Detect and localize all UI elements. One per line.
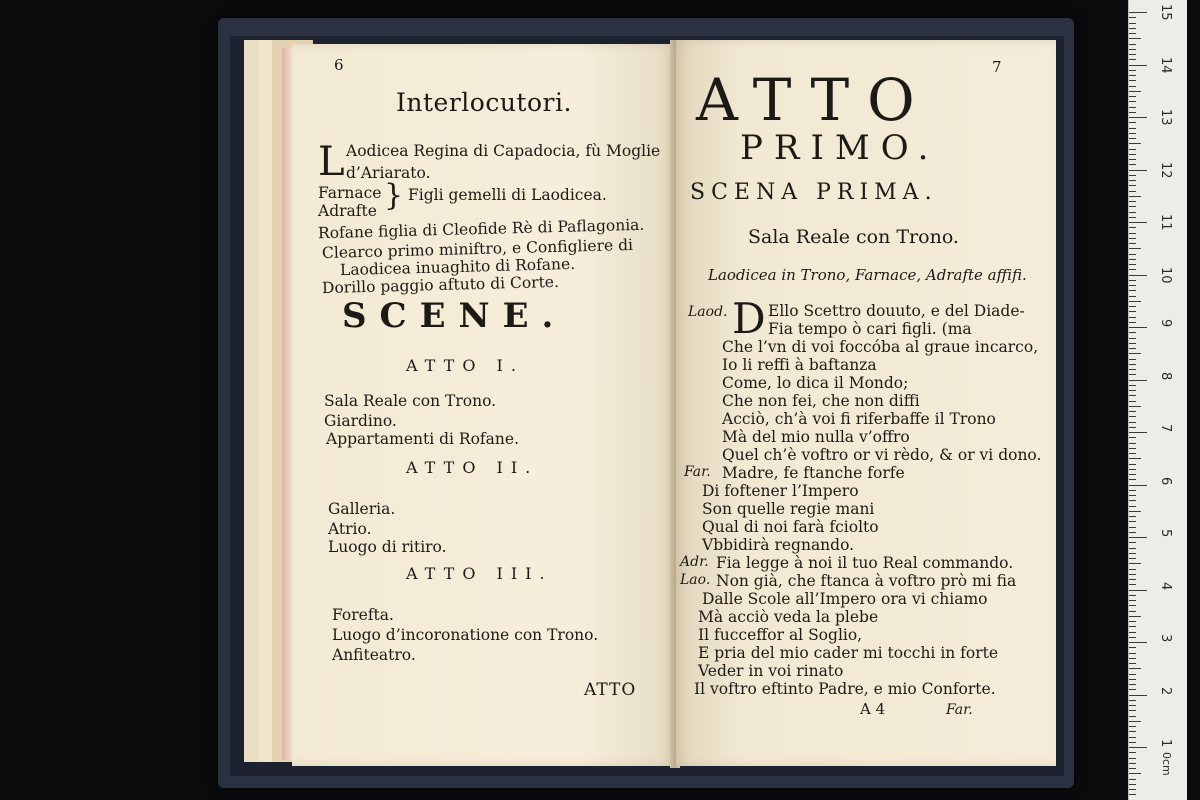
ruler-tick <box>1129 474 1136 475</box>
verse-line: Non già, che ftanca à voftro prò mi fia <box>716 572 1017 590</box>
ruler-tick <box>1129 306 1136 307</box>
ruler-tick <box>1129 406 1141 407</box>
ruler-tick <box>1129 773 1141 774</box>
ruler-tick <box>1129 590 1147 591</box>
ruler-tick <box>1129 668 1141 669</box>
ruler-tick <box>1129 453 1136 454</box>
ruler-tick <box>1129 343 1136 344</box>
ruler-tick <box>1129 700 1136 701</box>
ruler-tick <box>1129 616 1141 617</box>
ruler-number: 11 <box>1158 214 1173 231</box>
scene-setting: Sala Reale con Trono. <box>324 392 497 410</box>
ruler-tick <box>1129 369 1136 370</box>
ruler-tick <box>1129 380 1147 381</box>
ruler-number: 5 <box>1158 529 1173 538</box>
ruler-tick <box>1129 238 1136 239</box>
page-edge-stain <box>282 48 292 760</box>
scene-setting: Anfiteatro. <box>332 646 416 664</box>
ruler-tick <box>1129 490 1136 491</box>
ruler-tick <box>1129 721 1141 722</box>
act-heading: ATTO III. <box>406 564 553 583</box>
verse-line: Son quelle regie mani <box>702 500 875 518</box>
ruler-tick <box>1129 600 1136 601</box>
ruler-tick <box>1129 527 1136 528</box>
ruler-tick <box>1129 495 1136 496</box>
ruler-tick <box>1129 574 1136 575</box>
ruler-tick <box>1129 521 1136 522</box>
ruler-number: 7 <box>1158 424 1173 433</box>
speaker-label: Laod. <box>688 304 728 320</box>
ruler-tick <box>1129 222 1147 223</box>
ruler-tick <box>1129 658 1136 659</box>
ruler-tick <box>1129 558 1136 559</box>
scene-setting: Appartamenti di Rofane. <box>326 430 519 448</box>
ruler-tick <box>1129 269 1136 270</box>
act-title: ATTO <box>696 66 933 134</box>
ruler-tick <box>1129 479 1136 480</box>
ruler-tick <box>1129 621 1136 622</box>
ruler-tick <box>1129 38 1141 39</box>
ruler-number: 8 <box>1158 371 1173 380</box>
ruler-tick <box>1129 49 1136 50</box>
ruler-tick <box>1129 485 1147 486</box>
brace-symbol: } <box>384 178 404 213</box>
ruler-tick <box>1129 642 1147 643</box>
ruler-tick <box>1129 70 1136 71</box>
ruler-tick <box>1129 537 1147 538</box>
ruler-tick <box>1129 353 1141 354</box>
ruler-tick <box>1129 689 1136 690</box>
scene-setting: Giardino. <box>324 412 397 430</box>
ruler-tick <box>1129 579 1136 580</box>
ruler-number: 2 <box>1158 686 1173 695</box>
scene-setting: Atrio. <box>328 520 372 538</box>
ruler-tick <box>1129 54 1136 55</box>
ruler-tick <box>1129 742 1136 743</box>
ruler-tick <box>1129 122 1136 123</box>
verse-line: Quel ch’è voftro or vi rèdo, & or vi dono. <box>722 446 1042 464</box>
ruler-tick <box>1129 595 1136 596</box>
ruler-tick <box>1129 710 1136 711</box>
drop-cap: L <box>318 139 345 185</box>
ruler-tick <box>1129 584 1136 585</box>
ruler-tick <box>1129 290 1136 291</box>
ruler-tick <box>1129 212 1136 213</box>
verse-line: Che l’vn di voi foccóba al graue incarco, <box>722 338 1039 356</box>
ruler-tick <box>1129 154 1136 155</box>
scene-title: SCENA PRIMA. <box>690 180 938 205</box>
ruler-tick <box>1129 458 1141 459</box>
ruler-tick <box>1129 464 1136 465</box>
ruler-tick <box>1129 59 1136 60</box>
ruler-tick <box>1129 322 1136 323</box>
ruler-tick <box>1129 359 1136 360</box>
page-number: 7 <box>992 58 1002 76</box>
character-line: Rofane figlia di Cleofide Rè di Paflagonia. <box>317 215 645 243</box>
ruler-tick <box>1129 317 1136 318</box>
ruler-tick <box>1129 201 1136 202</box>
ruler-tick <box>1129 605 1136 606</box>
verse-line: Il fucceffor al Soglio, <box>698 626 863 644</box>
right-page <box>676 40 1056 766</box>
drop-cap: D <box>732 294 766 343</box>
verse-line: Fia legge à noi il tuo Real commando. <box>716 554 1014 572</box>
ruler-tick <box>1129 695 1147 696</box>
character-line: Dorillo paggio aftuto di Corte. <box>321 272 560 298</box>
ruler-tick <box>1129 422 1136 423</box>
ruler-tick <box>1129 674 1136 675</box>
verse-line: Veder in voi rinato <box>698 662 844 680</box>
scene-setting: Galleria. <box>328 500 396 518</box>
ruler-tick <box>1129 264 1136 265</box>
ruler-tick <box>1129 280 1136 281</box>
speaker-label: Far. <box>684 464 711 480</box>
ruler-tick <box>1129 653 1136 654</box>
character-line: Figli gemelli di Laodicea. <box>408 186 607 204</box>
measuring-ruler <box>1128 0 1187 800</box>
ruler-number: 6 <box>1158 476 1173 485</box>
interlocutori-heading: Interlocutori. <box>396 88 572 117</box>
ruler-tick <box>1129 768 1136 769</box>
ruler-tick <box>1129 542 1136 543</box>
ruler-tick <box>1129 28 1136 29</box>
ruler-tick <box>1129 80 1136 81</box>
ruler-tick <box>1129 385 1136 386</box>
ruler-number: 15 <box>1158 4 1173 21</box>
ruler-number: 10 <box>1158 266 1173 284</box>
character-line: Adrafte <box>318 202 377 220</box>
ruler-tick <box>1129 101 1136 102</box>
verse-line: Fia tempo ò cari figli. (ma <box>768 320 972 338</box>
character-line: Farnace <box>318 184 382 202</box>
ruler-tick <box>1129 532 1136 533</box>
scene-setting: Luogo d’incoronatione con Trono. <box>332 626 599 644</box>
ruler-number: 14 <box>1158 56 1173 74</box>
ruler-tick <box>1129 779 1136 780</box>
ruler-tick <box>1129 185 1136 186</box>
ruler-tick <box>1129 437 1136 438</box>
ruler-tick <box>1129 327 1147 328</box>
ruler-tick <box>1129 632 1136 633</box>
ruler-tick <box>1129 227 1136 228</box>
ruler-tick <box>1129 296 1136 297</box>
ruler-tick <box>1129 17 1136 18</box>
verse-line: Il voftro eftinto Padre, e mio Conforte. <box>694 680 996 698</box>
ruler-tick <box>1129 301 1141 302</box>
ruler-unit-label: 0cm <box>1160 752 1173 776</box>
verse-line: Ello Scettro douuto, e del Diade- <box>768 302 1025 320</box>
ruler-tick <box>1129 138 1136 139</box>
speaker-label: Lao. <box>680 572 711 588</box>
character-line: Clearco primo miniftro, e Configliere di <box>321 235 634 263</box>
ruler-tick <box>1129 65 1147 66</box>
ruler-tick <box>1129 217 1136 218</box>
ruler-tick <box>1129 784 1136 785</box>
ruler-tick <box>1129 679 1136 680</box>
verse-line: Che non fei, che non diffi <box>722 392 920 410</box>
ruler-tick <box>1129 705 1136 706</box>
verse-line: Come, lo dica il Mondo; <box>722 374 909 392</box>
ruler-tick <box>1129 511 1141 512</box>
ruler-tick <box>1129 33 1136 34</box>
ruler-tick <box>1129 91 1141 92</box>
ruler-tick <box>1129 443 1136 444</box>
ruler-tick <box>1129 763 1136 764</box>
ruler-number: 12 <box>1158 161 1173 179</box>
verse-line: E pria del mio cader mi tocchi in forte <box>698 644 999 662</box>
ruler-number: 13 <box>1158 109 1173 126</box>
character-line: Laodicea inuaghito di Rofane. <box>339 254 576 280</box>
ruler-tick <box>1129 553 1136 554</box>
ruler-tick <box>1129 364 1136 365</box>
ruler-tick <box>1129 96 1136 97</box>
scene-setting: Sala Reale con Trono. <box>748 226 959 248</box>
ruler-tick <box>1129 332 1136 333</box>
ruler-tick <box>1129 747 1147 748</box>
ruler-tick <box>1129 259 1136 260</box>
ruler-tick <box>1129 411 1136 412</box>
verse-line: Io li reffi à baftanza <box>722 356 877 374</box>
ruler-tick <box>1129 107 1136 108</box>
ruler-tick <box>1129 191 1136 192</box>
ruler-tick <box>1129 180 1136 181</box>
ruler-tick <box>1129 196 1141 197</box>
ruler-tick <box>1129 626 1136 627</box>
ruler-tick <box>1129 44 1136 45</box>
ruler-tick <box>1129 469 1136 470</box>
ruler-tick <box>1129 395 1136 396</box>
ruler-tick <box>1129 348 1136 349</box>
ruler-tick <box>1129 752 1136 753</box>
ruler-tick <box>1129 794 1136 795</box>
ruler-tick <box>1129 248 1141 249</box>
ruler-tick <box>1129 427 1136 428</box>
ruler-tick <box>1129 112 1136 113</box>
ruler-tick <box>1129 611 1136 612</box>
ruler-tick <box>1129 737 1136 738</box>
ruler-number: 1 <box>1158 739 1173 748</box>
ruler-number: 3 <box>1158 634 1173 643</box>
page-number: 6 <box>334 56 344 74</box>
verse-line: Acciò, ch’à voi fi riferbaffe il Trono <box>722 410 996 428</box>
ruler-tick <box>1129 275 1147 276</box>
ruler-tick <box>1129 401 1136 402</box>
scenes-title: SCENE. <box>342 296 567 336</box>
verse-line: Madre, fe ftanche forfe <box>722 464 905 482</box>
ruler-tick <box>1129 206 1136 207</box>
ruler-tick <box>1129 390 1136 391</box>
character-line: d’Ariarato. <box>346 164 431 182</box>
scene-setting: Luogo di ritiro. <box>328 538 447 556</box>
ruler-tick <box>1129 175 1136 176</box>
ruler-number: 4 <box>1158 581 1173 590</box>
ruler-tick <box>1129 432 1147 433</box>
ruler-tick <box>1129 233 1136 234</box>
ruler-tick <box>1129 159 1136 160</box>
ruler-tick <box>1129 716 1136 717</box>
act-heading: ATTO II. <box>406 458 539 477</box>
speaker-label: Adr. <box>680 554 709 570</box>
ruler-tick <box>1129 164 1136 165</box>
signature-mark: A 4 <box>860 700 886 718</box>
ruler-tick <box>1129 311 1136 312</box>
ruler-tick <box>1129 758 1136 759</box>
ruler-tick <box>1129 133 1136 134</box>
ruler-tick <box>1129 506 1136 507</box>
ruler-tick <box>1129 170 1147 171</box>
ruler-tick <box>1129 243 1136 244</box>
ruler-number: 9 <box>1158 319 1173 328</box>
ruler-tick <box>1129 23 1136 24</box>
ruler-tick <box>1129 684 1136 685</box>
ruler-tick <box>1129 500 1136 501</box>
ruler-tick <box>1129 75 1136 76</box>
scene-setting: Forefta. <box>332 606 394 624</box>
ruler-tick <box>1129 143 1141 144</box>
catchword: ATTO <box>584 680 637 700</box>
ruler-tick <box>1129 789 1136 790</box>
left-page <box>292 44 674 766</box>
verse-line: Mà del mio nulla v’offro <box>722 428 910 446</box>
ruler-tick <box>1129 663 1136 664</box>
ruler-tick <box>1129 285 1136 286</box>
verse-line: Qual di noi farà fciolto <box>702 518 879 536</box>
verse-line: Vbbidirà regnando. <box>702 536 855 554</box>
verse-line: Mà acciò veda la plebe <box>698 608 879 626</box>
act-number: PRIMO. <box>740 128 940 168</box>
verse-line: Di foftener l’Impero <box>702 482 859 500</box>
ruler-tick <box>1129 516 1136 517</box>
persons-line: Laodicea in Trono, Farnace, Adrafte affifi. <box>708 266 1027 284</box>
verse-line: Dalle Scole all’Impero ora vi chiamo <box>702 590 988 608</box>
ruler-tick <box>1129 86 1136 87</box>
ruler-tick <box>1129 726 1136 727</box>
ruler-tick <box>1129 731 1136 732</box>
ruler-tick <box>1129 569 1136 570</box>
character-line: Aodicea Regina di Capadocia, fù Moglie <box>346 142 661 160</box>
ruler-tick <box>1129 637 1136 638</box>
ruler-tick <box>1129 647 1136 648</box>
ruler-tick <box>1129 374 1136 375</box>
ruler-tick <box>1129 117 1147 118</box>
ruler-tick <box>1129 548 1136 549</box>
ruler-tick <box>1129 254 1136 255</box>
ruler-tick <box>1129 128 1136 129</box>
ruler-tick <box>1129 12 1147 13</box>
catchword: Far. <box>946 702 973 718</box>
act-heading: ATTO I. <box>406 356 524 375</box>
ruler-tick <box>1129 416 1136 417</box>
ruler-tick <box>1129 149 1136 150</box>
ruler-tick <box>1129 563 1141 564</box>
ruler-tick <box>1129 448 1136 449</box>
ruler-tick <box>1129 338 1136 339</box>
